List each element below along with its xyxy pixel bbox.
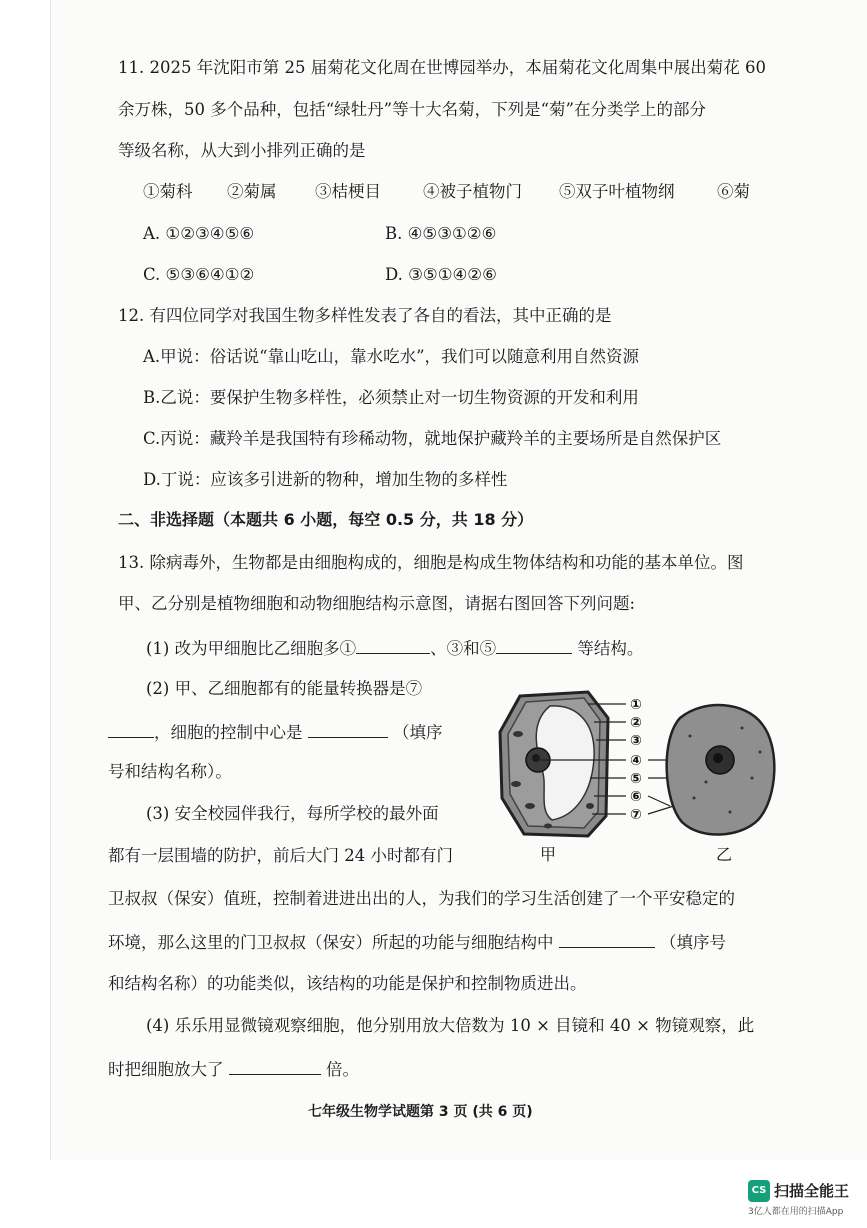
q13-part3-text-e: （填序号 <box>660 933 726 952</box>
camscanner-tagline: 3亿人都在用的扫描App <box>748 1207 844 1217</box>
q13-part3-line1: (3) 安全校园伴我行，每所学校的最外面 <box>146 804 439 823</box>
exam-page <box>50 0 867 1160</box>
q13-part1-text-c: 等结构。 <box>577 639 644 658</box>
answer-blank[interactable] <box>559 931 655 948</box>
q13-part2-text-b: ，细胞的控制中心是 <box>154 723 303 742</box>
q13-part1-text-a: (1) 改为甲细胞比乙细胞多① <box>146 639 357 658</box>
q12-option-c: C.丙说：藏羚羊是我国特有珍稀动物，就地保护藏羚羊的主要场所是自然保护区 <box>143 429 722 448</box>
caption-yi: 乙 <box>716 845 733 864</box>
q11-option-b: B. ④⑤③①②⑥ <box>385 224 497 243</box>
q11-line3: 等级名称，从大到小排列正确的是 <box>118 141 366 160</box>
answer-blank[interactable] <box>308 721 388 738</box>
q13-part4-text-c: 倍。 <box>326 1060 359 1079</box>
q12-stem: 12. 有四位同学对我国生物多样性发表了各自的看法，其中正确的是 <box>118 306 612 325</box>
q12-option-b: B.乙说：要保护生物多样性，必须禁止对一切生物资源的开发和利用 <box>143 388 639 407</box>
q11-item: ④被子植物门 <box>423 182 522 201</box>
q13-part3-line2: 都有一层围墙的防护，前后大门 24 小时都有门 <box>108 846 453 865</box>
page-footer: 七年级生物学试题第 3 页 (共 6 页) <box>308 1104 533 1120</box>
answer-blank[interactable] <box>108 721 154 738</box>
q13-line1: 13. 除病毒外，生物都是由细胞构成的，细胞是构成生物体结构和功能的基本单位。图 <box>118 553 744 572</box>
q11-item: ⑤双子叶植物纲 <box>559 182 675 201</box>
q12-option-d: D.丁说：应该多引进新的物种，增加生物的多样性 <box>143 470 508 489</box>
q13-part2-line2 <box>108 721 443 743</box>
q13-part1 <box>146 637 643 659</box>
q13-part3-text-d: 环境，那么这里的门卫叔叔（保安）所起的功能与细胞结构中 <box>108 933 554 952</box>
cell-diagram <box>490 688 780 868</box>
q13-part4-line2 <box>108 1058 359 1080</box>
q11-option-c: C. ⑤③⑥④①② <box>143 265 255 284</box>
q11-option-a: A. ①②③④⑤⑥ <box>143 224 255 243</box>
answer-blank[interactable] <box>229 1058 321 1075</box>
camscanner-name: 扫描全能王 <box>774 1182 850 1200</box>
q11-item: ②菊属 <box>227 182 277 201</box>
q12-option-a: A.甲说：俗话说“靠山吃山，靠水吃水”，我们可以随意利用自然资源 <box>143 347 640 366</box>
q13-part4-text-b: 时把细胞放大了 <box>108 1060 224 1079</box>
q13-part3-line5: 和结构名称）的功能类似，该结构的功能是保护和控制物质进出。 <box>108 974 587 993</box>
q11-item: ⑥菊 <box>717 182 750 201</box>
diagram-label-2: ② <box>630 715 642 731</box>
q13-part1-text-b: 、③和⑤ <box>430 639 497 658</box>
cell-diagram-svg <box>490 688 780 868</box>
q11-option-d: D. ③⑤①④②⑥ <box>385 265 497 284</box>
q13-part4-line1: (4) 乐乐用显微镜观察细胞，他分别用放大倍数为 10 × 目镜和 40 × 物镜观察，此 <box>146 1016 755 1035</box>
answer-blank[interactable] <box>356 637 430 654</box>
diagram-label-5: ⑤ <box>630 771 642 787</box>
diagram-label-4: ④ <box>630 753 642 769</box>
section-title: 二、非选择题（本题共 6 小题，每空 0.5 分，共 18 分） <box>118 510 534 529</box>
diagram-label-6: ⑥ <box>630 789 642 805</box>
answer-blank[interactable] <box>496 637 572 654</box>
animal-cell <box>667 705 775 835</box>
q11-line2: 余万株，50 多个品种，包括“绿牡丹”等十大名菊，下列是“菊”在分类学上的部分 <box>118 100 706 119</box>
q11-item: ①菊科 <box>143 182 193 201</box>
plant-cell <box>500 692 608 836</box>
q11-item: ③桔梗目 <box>315 182 381 201</box>
diagram-label-1: ① <box>630 697 642 713</box>
camscanner-logo: CS <box>748 1180 770 1202</box>
q11-line1: 11. 2025 年沈阳市第 25 届菊花文化周在世博园举办，本届菊花文化周集中展出菊花 60 <box>118 58 766 77</box>
q13-part2-text-c: （填序 <box>393 723 443 742</box>
diagram-label-3: ③ <box>630 733 642 749</box>
q13-part3-line3: 卫叔叔（保安）值班，控制着进进出出的人，为我们的学习生活创建了一个平安稳定的 <box>108 889 735 908</box>
caption-jia: 甲 <box>540 845 557 864</box>
q13-part3-line4 <box>108 931 726 953</box>
q13-part2-line3: 号和结构名称）。 <box>108 762 232 781</box>
q13-part2-line1: (2) 甲、乙细胞都有的能量转换器是⑦ <box>146 679 423 698</box>
q13-line2: 甲、乙分别是植物细胞和动物细胞结构示意图，请据右图回答下列问题: <box>118 594 636 613</box>
diagram-label-7: ⑦ <box>630 807 642 823</box>
